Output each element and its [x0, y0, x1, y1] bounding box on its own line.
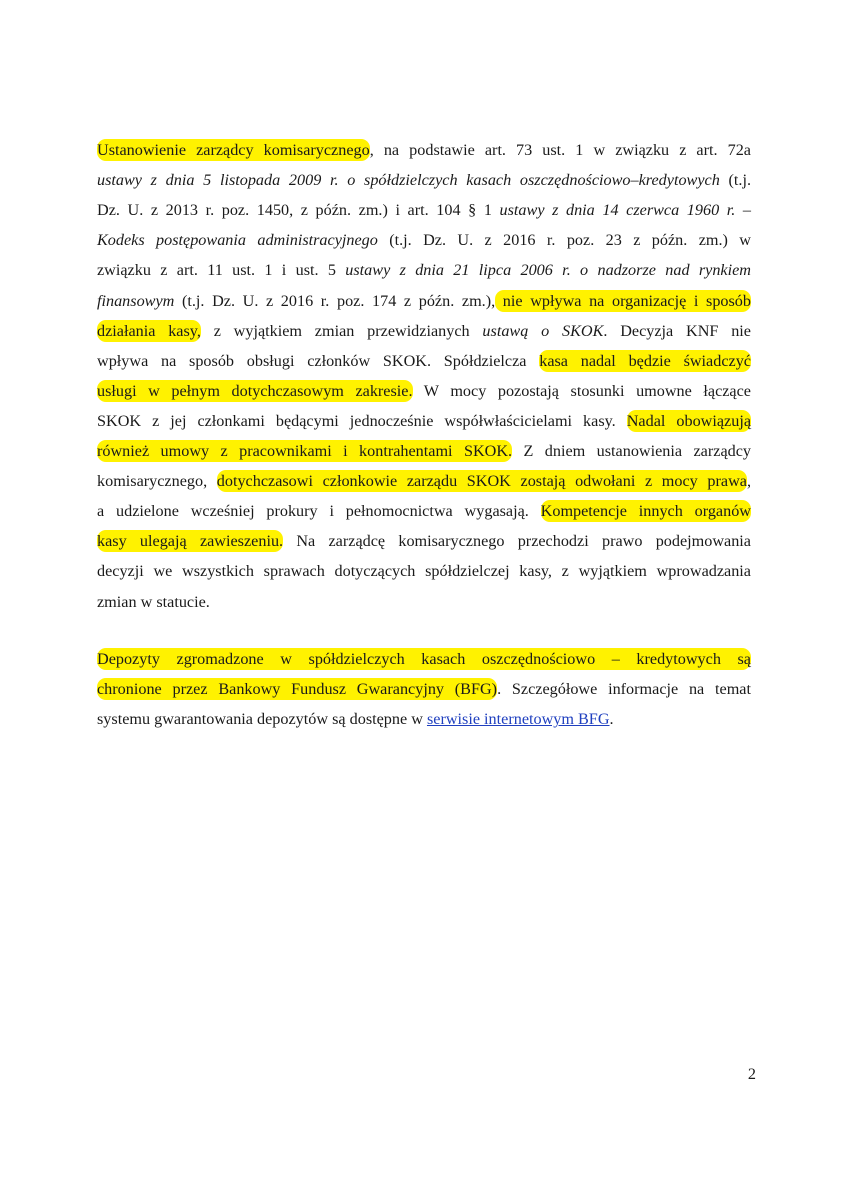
text-line: [97, 409, 751, 433]
highlighted-text: chronione przez Bankowy Fundusz Gwarancyjny (BFG): [97, 680, 498, 699]
highlighted-text: działania kasy,: [97, 321, 201, 340]
text-segment: systemu gwarantowania depozytów są dostępne w: [97, 710, 427, 729]
text-line: [97, 499, 751, 523]
highlighted-text: Depozyty zgromadzone w spółdzielczych kasach oszczędnościowo – kredytowych są: [97, 650, 751, 668]
text-line: [97, 258, 751, 282]
italic-citation: finansowym: [97, 291, 175, 310]
text-segment: Dz. U. z 2013 r. poz. 1450, z późn. zm.) i art. 104 § 1: [97, 201, 500, 220]
text-segment: . Szczegółowe informacje na temat: [497, 680, 751, 699]
text-segment: .: [609, 710, 614, 729]
text-segment: komisarycznego,: [97, 472, 217, 491]
page-number: 2: [747, 1065, 756, 1083]
text-segment: (t.j.: [719, 171, 751, 190]
text-line: [97, 677, 751, 701]
text-segment: (t.j. Dz. U. z 2016 r. poz. 174 z późn. zm.),: [174, 291, 496, 310]
text-line: [97, 349, 751, 373]
text-segment: ,: [746, 472, 751, 491]
text-segment: Na zarządcę komisarycznego przechodzi prawo podejmowania: [283, 532, 751, 551]
text-segment: . Decyzja KNF nie: [603, 321, 751, 340]
text-line: [97, 198, 751, 222]
highlighted-text: usługi w pełnym dotychczasowym zakresie.: [97, 381, 413, 400]
italic-citation: ustawy z dnia 14 czerwca 1960 r. –: [499, 201, 751, 220]
text-segment: z wyjątkiem zmian przewidzianych: [200, 321, 483, 340]
text-line: [97, 228, 751, 252]
italic-citation: Kodeks postępowania administracyjnego: [97, 231, 378, 250]
text-line: [97, 319, 751, 343]
text-segment: decyzji we wszystkich sprawach dotyczących spółdzielczej kasy, z wyjątkiem wprowadzania: [97, 562, 751, 581]
text-segment: związku z art. 11 ust. 1 i ust. 5: [97, 261, 346, 280]
text-segment: (t.j. Dz. U. z 2016 r. poz. 23 z późn. zm.) w: [377, 231, 751, 250]
text-segment: , na podstawie art. 73 ust. 1 w związku z art. 72a: [369, 141, 751, 159]
text-line: [97, 559, 751, 583]
text-line: [97, 289, 751, 313]
highlighted-text: Nadal obowiązują: [626, 411, 752, 430]
text-segment: W mocy pozostają stosunki umowne łączące: [412, 381, 751, 400]
bfg-website-link[interactable]: serwisie internetowym BFG: [426, 710, 610, 729]
text-segment: SKOK z jej członkami będącymi jednocześnie współwłaścicielami kasy.: [97, 411, 627, 430]
highlighted-text: kasa nadal będzie świadczyć: [539, 351, 751, 370]
text-segment: zmian w statucie.: [97, 592, 210, 611]
text-line: [97, 707, 751, 731]
text-line: [97, 138, 751, 162]
text-segment: Z dniem ustanowienia zarządcy: [512, 442, 751, 460]
text-segment: a udzielone wcześniej prokury i pełnomocnictwa wygasają.: [97, 502, 541, 521]
italic-citation: ustawą o SKOK: [482, 321, 604, 340]
highlighted-text: również umowy z pracownikami i kontrahentami SKOK.: [97, 442, 513, 460]
highlighted-text: Ustanowienie zarządcy komisarycznego: [97, 141, 370, 159]
text-line: [97, 647, 751, 671]
text-line: [97, 469, 751, 493]
text-line: [97, 590, 751, 614]
italic-citation: ustawy z dnia 5 listopada 2009 r. o spółdzielczych kasach oszczędnościowo–kredytowych: [97, 171, 720, 190]
highlighted-text: dotychczasowi członkowie zarządu SKOK zostają odwołani z mocy prawa: [216, 472, 747, 491]
text-line: [97, 529, 751, 553]
highlighted-text: kasy ulegają zawieszeniu.: [97, 532, 284, 551]
italic-citation: ustawy z dnia 21 lipca 2006 r. o nadzorze nad rynkiem: [345, 261, 751, 280]
highlighted-text: nie wpływa na organizację i sposób: [495, 291, 751, 310]
text-line: [97, 439, 751, 463]
text-segment: wpływa na sposób obsługi członków SKOK. Spółdzielcza: [97, 351, 540, 370]
text-line: [97, 168, 751, 192]
text-line: [97, 379, 751, 403]
highlighted-text: Kompetencje innych organów: [540, 502, 751, 521]
